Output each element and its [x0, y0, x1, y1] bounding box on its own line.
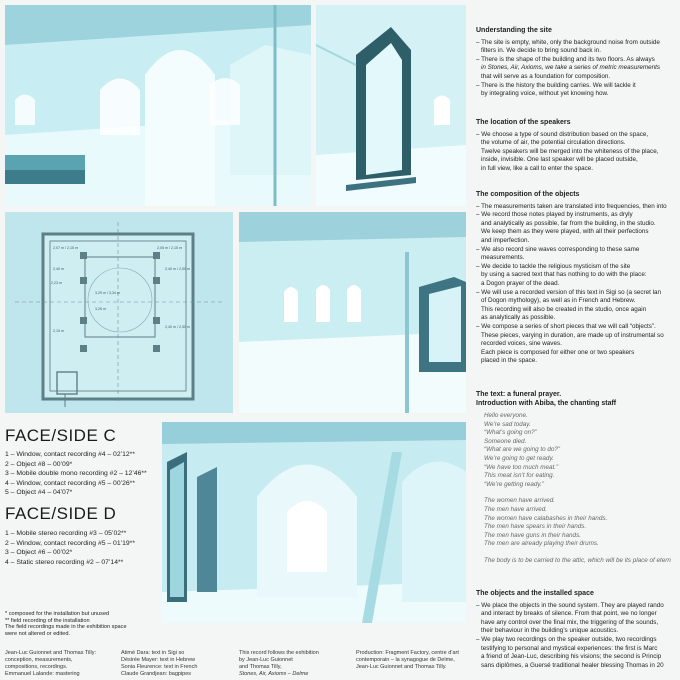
list-item: the volume of air, the potential circulation directions. — [481, 139, 626, 147]
prayer-line: The men have guns in their hands. — [484, 531, 581, 539]
list-item: and interact by breaks of silence. From that point, we no longer — [481, 610, 657, 618]
credits-column — [121, 650, 197, 678]
credit-line: and Thomas Tilly, — [239, 664, 282, 670]
prayer-line: We’re going to get ready. — [484, 454, 554, 462]
footnotes — [5, 611, 127, 637]
list-item: a Dogon prayer of the dead. — [481, 279, 560, 287]
section-heading: The composition of the objects — [476, 191, 580, 198]
list-item: in Stones, Air, Axioms, we take a series of metric measurements — [481, 64, 661, 72]
list-item: sans diplômes, a Guersé traditional healer blessing Thomas in 20 — [481, 661, 664, 669]
credit-line: Jean-Luc Guionnet and Thomas Tilly. — [356, 664, 447, 670]
track-item: 1 – Window, contact recording #4 – 02’12** — [5, 451, 135, 458]
track-item: 1 – Mobile stereo recording #3 – 05’02** — [5, 530, 127, 537]
list-item: – We place the objects in the sound system. They are played rando — [476, 601, 664, 609]
list-item: Twelve speakers will be merged into the whiteness of the place, — [481, 147, 659, 155]
prayer-line: The women have arrived. — [484, 497, 556, 505]
list-item: Each piece is composed for either one or two speakers — [481, 348, 635, 356]
list-item: This recording will also be created in the studio, once again — [481, 305, 647, 313]
track-item: 2 – Object #8 – 00’09* — [5, 460, 73, 468]
prayer-text — [484, 412, 671, 566]
list-item: – There is the shape of the building and its two floors. As always — [476, 55, 655, 63]
face-d-title: FACE/SIDE D — [5, 504, 117, 523]
list-item: inside, invisible. One last speaker will be placed outside, — [481, 156, 638, 164]
list-item: that will serve as a foundation for composition. — [481, 72, 611, 80]
plan-label: 2,07 m / 2,15 m — [53, 246, 78, 250]
track-item: 3 – Mobile double mono recording #2 – 12’46** — [5, 470, 147, 478]
list-item: by using a sacred text that has nothing to do with the place: — [481, 271, 647, 279]
credit-line: Emmanuel Lalande: mastering — [5, 671, 80, 677]
credit-line: conception, measurements, — [5, 657, 73, 663]
prayer-line: “What are we going to do?” — [484, 446, 560, 454]
prayer-line: This meat isn’t for eating. — [484, 472, 555, 480]
prayer-line: “We have too much meat.” — [484, 463, 559, 471]
list-item: filters in. We decide to bring sound back in. — [481, 47, 601, 55]
section-subheading: Introduction with Abiba, the chanting staff — [476, 399, 617, 407]
prayer-line: “We’re getting ready.” — [484, 480, 544, 488]
list-item: of Dogon mythology), as well as in French and Hebrew. — [481, 297, 636, 305]
plan-label: 2,05 m / 2,15 m — [157, 246, 182, 250]
credit-line: by Jean-Luc Guionnet — [239, 657, 293, 663]
right-text-column — [476, 0, 680, 680]
section-heading: The location of the speakers — [476, 119, 571, 126]
plan-label: 2,40 m / 2,50 m — [165, 267, 190, 271]
plan-label: 2,40 m — [53, 267, 64, 271]
plan-label: 2,15 m — [53, 329, 64, 333]
plan-label: 2,40 m / 2,50 m — [165, 325, 190, 329]
list-item: – The measurements taken are translated into frequencies, then into — [476, 202, 667, 210]
track-item: 2 – Window, contact recording #5 – 01’19** — [5, 539, 135, 547]
prayer-line: Someone died. — [484, 437, 527, 445]
list-item: – We also record sine waves corresponding to these same — [476, 245, 640, 253]
prayer-line: “What’s going on?” — [484, 429, 537, 437]
floor-plan — [5, 212, 233, 413]
credit-line: Jean-Luc Guionnet and Thomas Tilly: — [5, 650, 97, 656]
prayer-line: The men have spears in their hands. — [484, 523, 587, 531]
list-item: – There is the history the building carries. We will tackle it — [476, 81, 636, 89]
track-item: 3 – Object #6 – 00’02* — [5, 549, 73, 557]
list-item: testifying to personal and mystical experiences: the first is Marc — [481, 644, 658, 652]
prayer-line: The men are already playing their drums. — [484, 540, 599, 548]
credit-line: Sonia Fleurence: text in French — [121, 664, 198, 670]
face-d-tracklist — [5, 529, 135, 567]
list-item: have any control over the final mix, the triggering of the sounds, — [481, 618, 659, 626]
credit-line: Stones, Air, Axioms – Delme — [239, 671, 309, 677]
face-c-title: FACE/SIDE C — [5, 426, 117, 445]
section-heading: The objects and the installed space — [476, 590, 594, 597]
prayer-line: The body is to be carried to the attic, which will be its place of etern — [484, 556, 671, 564]
credit-line: Production: Fragment Factory, centre d’art — [356, 650, 459, 656]
prayer-line: The men have arrived. — [484, 505, 547, 513]
list-item: their behaviour in the building’s unique acoustics. — [481, 627, 619, 635]
photo-hall-windows — [239, 212, 466, 413]
footnote: * composed for the installation but unused — [5, 611, 110, 617]
list-item: measurements. — [481, 254, 525, 262]
list-item: – We will use a recorded version of this text in Sigi so (a secret lan — [476, 288, 662, 296]
credit-line: Désirée Mayer: text in Hebrew — [121, 657, 195, 663]
section-heading: Understanding the site — [476, 27, 552, 34]
list-item: – The site is empty, white, only the background noise from outside — [476, 38, 660, 46]
photo-ark-doorway — [316, 5, 466, 206]
credits-column — [356, 650, 459, 671]
list-item: – We decide to tackle the religious mysticism of the site — [476, 262, 631, 270]
list-item: – We play two recordings on the speaker outside, two recordings — [476, 635, 657, 643]
prayer-line: Hello everyone. — [484, 412, 528, 419]
credit-line: Atimé Dara: text in Sigi so — [121, 650, 185, 656]
credit-line: Claude Grandjean: bagpipes — [121, 671, 192, 677]
list-item: – We record those notes played by instruments, as dryly — [476, 211, 633, 219]
footnote: ** field recording of the installation — [5, 617, 90, 624]
prayer-line: We’re sad today. — [484, 420, 531, 428]
list-item: – We choose a type of sound distribution based on the space, — [476, 130, 649, 138]
footnote: The field recordings made in the exhibition space — [5, 624, 127, 631]
prayer-line: The women have calabashes in their hands. — [484, 514, 608, 522]
face-c-tracklist — [5, 450, 147, 498]
credit-line: compositions, recordings. — [5, 664, 68, 670]
plan-label: 3,26 m — [95, 307, 106, 311]
list-item: These pieces, varying in duration, are made up of instrumental so — [481, 331, 664, 339]
list-item: as analytically as possible. — [481, 314, 556, 322]
track-item: 4 – Static stereo recording #2 – 07’14** — [5, 558, 124, 566]
photo-upper-gallery — [5, 5, 311, 206]
list-item: and analytically as possible, far from the building, in the studio. — [481, 219, 656, 227]
list-item: – We compose a series of short pieces that we will call “objects”. — [476, 322, 656, 330]
list-item: and imperfection. — [481, 236, 530, 244]
credit-line: contemporain – la synagogue de Delme, — [356, 657, 455, 663]
list-item: by integrating voice, without yet knowing how. — [481, 90, 609, 98]
list-item: We keep them as they were played, with all their perfections — [481, 228, 649, 236]
list-item: a friend of Jean-Luc, describing his visions; the second is Princip — [481, 653, 662, 661]
section-heading: The text: a funeral prayer. — [476, 391, 562, 398]
plan-label: 2,23 m — [51, 281, 62, 285]
footnote: were not altered or edited. — [5, 630, 70, 637]
credits-column — [5, 650, 96, 678]
credit-line: This record follows the exhibition — [239, 650, 319, 656]
list-item: recorded voices, sine waves. — [481, 340, 562, 348]
track-item: 5 – Object #4 – 04’07* — [5, 489, 73, 497]
list-item: in full view, like a call to enter the space. — [481, 164, 594, 172]
plan-label: 3,29 m / 3,34 m — [95, 291, 120, 295]
track-item: 4 – Window, contact recording #5 – 00’26** — [5, 479, 135, 487]
credits-column — [239, 650, 319, 678]
photo-arches-hall — [162, 422, 466, 623]
list-item: placed in the space. — [481, 357, 538, 365]
